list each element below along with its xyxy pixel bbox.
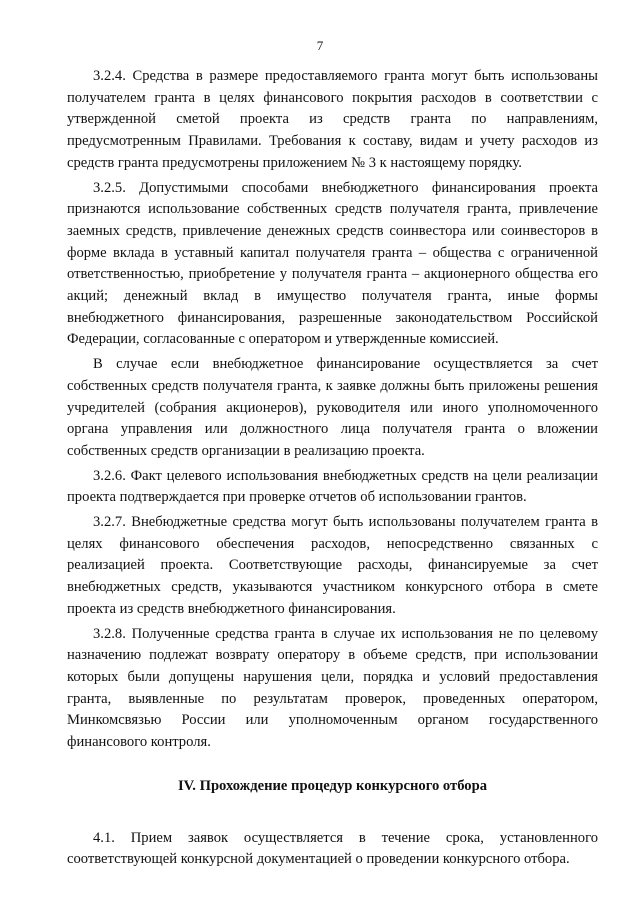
paragraph-own-funds: В случае если внебюджетное финансирование осуществляется за счет собственных средств получателя гранта, к заявке должны быть приложены решения учредителей (собрания акционеров), руководителя или иного уполномоченного органа управления или должностного лица получателя гранта о вложении собственных средств организации в реализацию проекта. <box>67 356 598 459</box>
paragraph-3-2-5: 3.2.5. Допустимыми способами внебюджетного финансирования проекта признаются использование собственных средств получателя гранта, привлечение заемных средств, привлечение денежных средств соинвестора или соинвесторов в форме вклада в уставный капитал получателя гранта – общества с ограниченной ответственностью, приобретение у получателя гранта – акционерного общества его акций; денежный вклад в имущество получателя гранта, иные формы внебюджетного финансирования, разрешенные законодательством Российской Федерации, согласованные с оператором и утвержденные комиссией. <box>67 179 598 348</box>
paragraph-3-2-7: 3.2.7. Внебюджетные средства могут быть использованы получателем гранта в целях финансового обеспечения расходов, непосредственно связанных с реализацией проекта. Соответствующие расходы, финансируемые за счет внебюджетных средств, указываются участником конкурсного отбора в смете проекта из средств внебюджетного финансирования. <box>67 514 598 617</box>
paragraph-3-2-4: 3.2.4. Средства в размере предоставляемого гранта могут быть использованы получателем гранта в целях финансового покрытия расходов в соответствии с утвержденной сметой проекта из средств гранта по направлениям, предусмотренным Правилами. Требования к составу, видам и учету расходов из средств гранта предусмотрены приложением № 3 к настоящему порядку. <box>67 68 598 171</box>
section-heading: IV. Прохождение процедур конкурсного отбора <box>177 777 488 794</box>
document-body <box>67 66 598 874</box>
paragraph-3-2-8: 3.2.8. Полученные средства гранта в случае их использования не по целевому назначению подлежат возврату оператору в объеме средств, при использовании которых были допущены нарушения цели, порядка и условий предоставления гранта, выявленные по результатам проверок, проведенных оператором, Минкомсвязью России или уполномоченным органом государственного финансового контроля. <box>67 625 598 751</box>
paragraph-4-1: 4.1. Прием заявок осуществляется в течение срока, установленного соответствующей конкурсной документацией о проведении конкурсного отбора. <box>67 829 598 868</box>
page-number: 7 <box>316 38 324 53</box>
paragraph-3-2-6: 3.2.6. Факт целевого использования внебюджетных средств на цели реализации проекта подтверждается при проверке отчетов об использовании грантов. <box>67 467 598 506</box>
